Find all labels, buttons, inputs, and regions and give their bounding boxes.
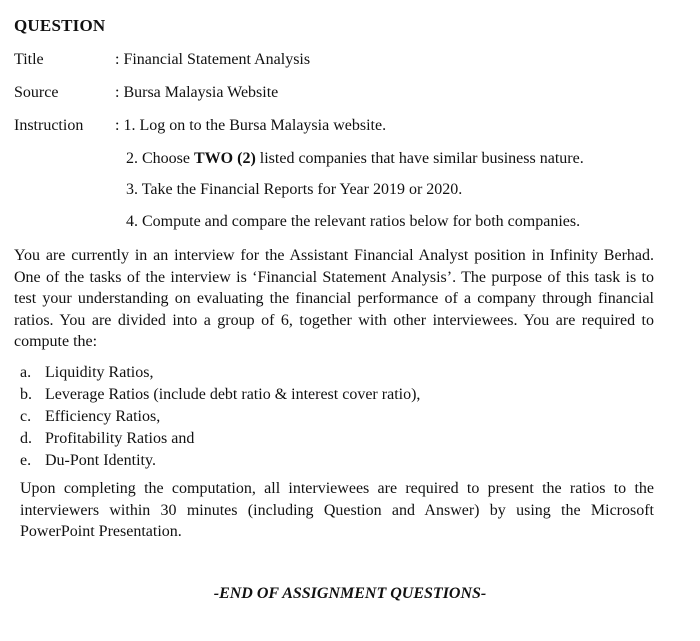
question-heading: QUESTION bbox=[14, 16, 106, 35]
source-value: : Bursa Malaysia Website bbox=[115, 84, 279, 101]
list-item-letter: d. bbox=[20, 430, 32, 447]
instruction-row bbox=[14, 116, 386, 136]
list-item bbox=[20, 428, 420, 450]
title-value: : Financial Statement Analysis bbox=[115, 51, 311, 68]
instruction-step-2 bbox=[126, 149, 584, 169]
end-of-assignment-text: -END OF ASSIGNMENT QUESTIONS- bbox=[213, 585, 487, 602]
step-2-text-end: listed companies that have similar business nature. bbox=[255, 150, 584, 167]
scenario-paragraph: You are currently in an interview for the Assistant Financial Analyst position in Infinity Berhad. One of the tasks of the interview is ‘Financial Statement Analysis’. The purpose of this task is to test your understanding on evaluating the financial performance of a company through financial ratios. You are divided into a group of 6, together with other interviewees. You are required to compute the: bbox=[14, 247, 654, 350]
list-item-letter: c. bbox=[20, 408, 32, 425]
step-2-emphasis: TWO (2) bbox=[194, 150, 256, 167]
list-item-letter: a. bbox=[20, 364, 32, 381]
list-item-text: Liquidity Ratios, bbox=[45, 364, 154, 381]
ratio-list bbox=[20, 362, 420, 472]
list-item-text: Profitability Ratios and bbox=[45, 430, 195, 447]
presentation-paragraph: Upon completing the computation, all interviewees are required to present the ratios to the interviewers within 30 minutes (including Question and Answer) by using the Microsoft PowerPoint Presentation. bbox=[20, 480, 654, 540]
title-label: Title bbox=[14, 51, 44, 68]
source-row bbox=[14, 83, 278, 103]
list-item-letter: b. bbox=[20, 386, 32, 403]
list-item bbox=[20, 362, 420, 384]
instruction-label: Instruction bbox=[14, 117, 84, 134]
instruction-step-1: : 1. Log on to the Bursa Malaysia website. bbox=[115, 117, 387, 134]
list-item bbox=[20, 384, 420, 406]
list-item-text: Efficiency Ratios, bbox=[45, 408, 161, 425]
list-item bbox=[20, 406, 420, 428]
instruction-step-3: 3. Take the Financial Reports for Year 2019 or 2020. bbox=[126, 181, 463, 198]
list-item-text: Leverage Ratios (include debt ratio & interest cover ratio), bbox=[45, 386, 421, 403]
title-row bbox=[14, 50, 310, 70]
instruction-step-4: 4. Compute and compare the relevant ratios below for both companies. bbox=[126, 213, 581, 230]
step-2-text-start: 2. Choose bbox=[126, 150, 194, 167]
list-item-text: Du-Pont Identity. bbox=[45, 452, 156, 469]
source-label: Source bbox=[14, 84, 59, 101]
list-item bbox=[20, 450, 420, 472]
list-item-letter: e. bbox=[20, 452, 32, 469]
